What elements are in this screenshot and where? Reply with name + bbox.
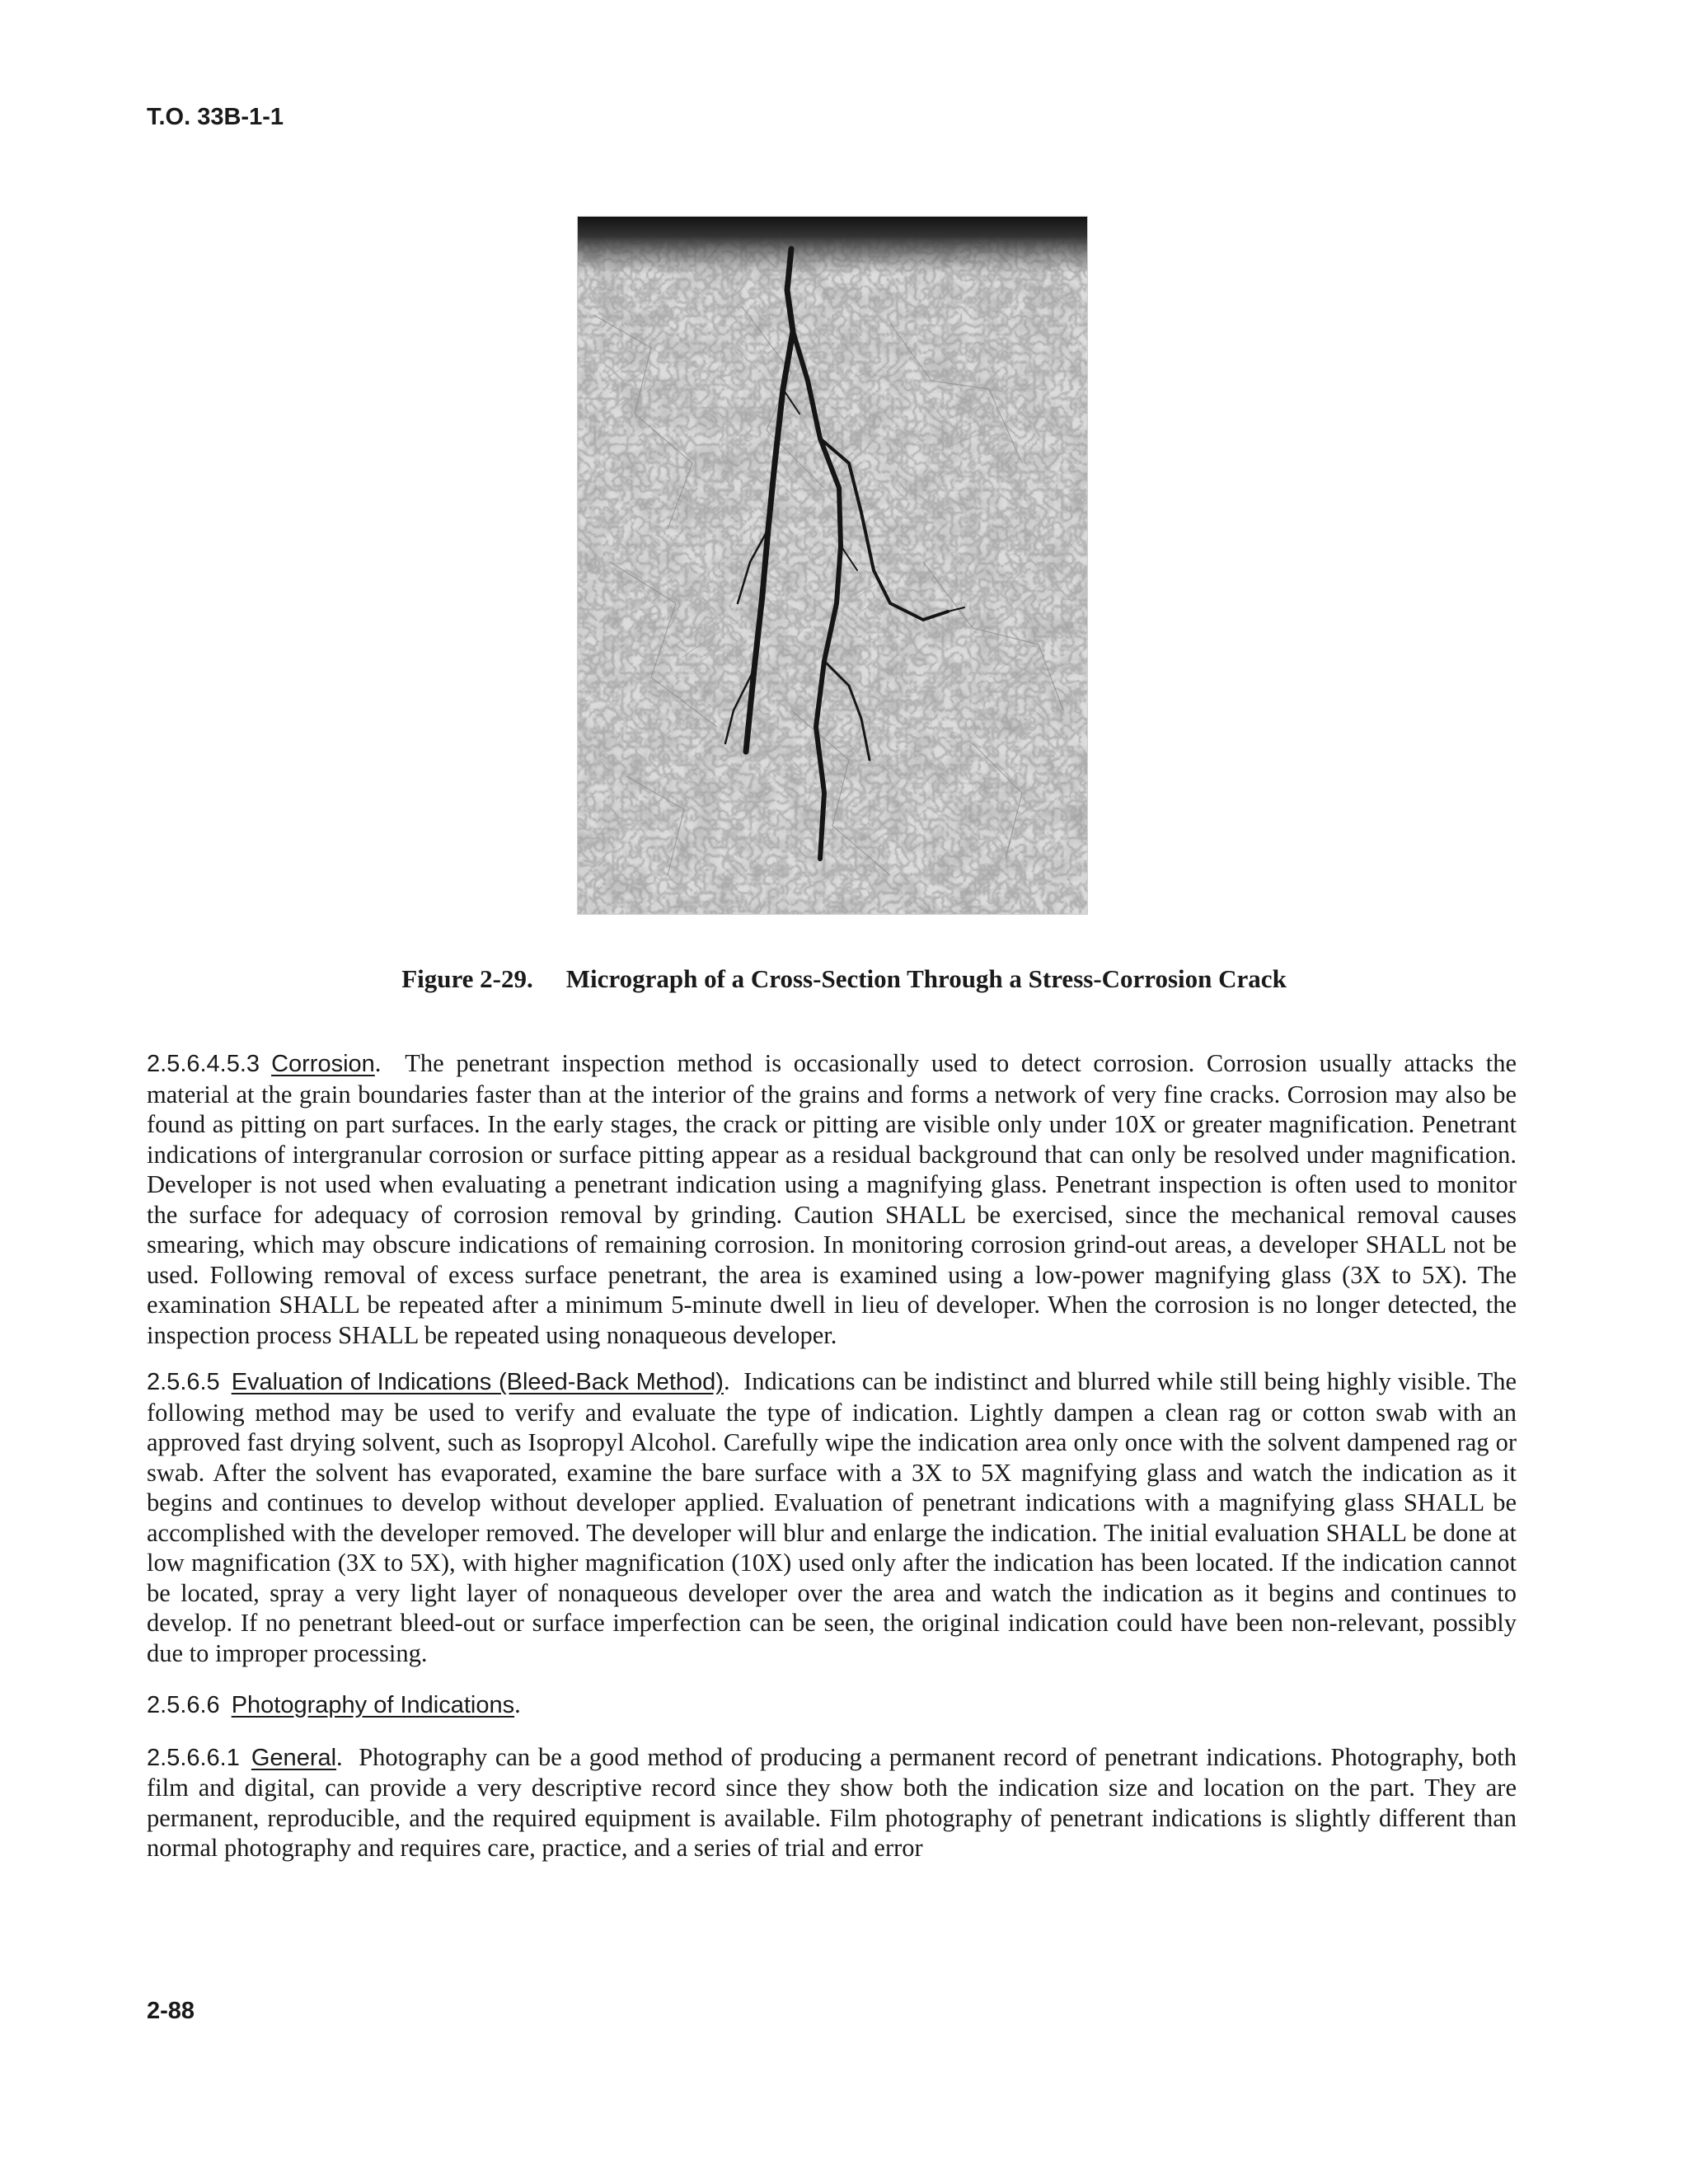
paragraph-title: Photography of Indications — [231, 1692, 515, 1718]
paragraph-number: 2.5.6.6 — [147, 1692, 220, 1718]
figure-number: Figure 2-29. — [401, 964, 533, 993]
page-number: 2-88 — [147, 1998, 195, 2024]
paragraph-general: 2.5.6.6.1 General. Photography can be a good method of producing a permanent record of penetrant indications. Photography, both film and digital, can provide a very descriptive record since they show both the indication size and location on the part. They are permanent, reproducible, and the required equipment is available. Film photography of penetrant indications is slightly different than normal photography and requires care, practice, and a series of trial and error — [147, 1742, 1517, 1862]
paragraph-number: 2.5.6.6.1 — [147, 1744, 240, 1771]
paragraph-text: Photography can be a good method of producing a permanent record of penetrant indications. Photography, both film and digital, can provide a very descriptive record since they show both the indication size and location on the part. They are permanent, reproducible, and the required equipment is available. Film photography of penetrant indications is slightly different than normal photography and requires care, practice, and a series of trial and error — [147, 1742, 1517, 1862]
paragraph-title: Evaluation of Indications (Bleed-Back Method) — [231, 1369, 724, 1395]
paragraph-number: 2.5.6.5 — [147, 1369, 220, 1395]
paragraph-text: The penetrant inspection method is occasionally used to detect corrosion. Corrosion usually attacks the material at the grain boundaries faster than at the interior of the grains and forms a network of very fine cracks. Corrosion may also be found as pitting on part surfaces. In the early stages, the crack or pitting are visible only under 10X or greater magnification. Penetrant indications of intergranular corrosion or surface pitting appear as a residual background that can only be resolved under magnification. Developer is not used when evaluating a penetrant indication using a magnifying glass. Penetrant inspection is often used to monitor the surface for adequacy of corrosion removal by grinding. Caution SHALL be exercised, since the mechanical removal causes smearing, which may obscure indications of remaining corrosion. In monitoring corrosion grind-out areas, a developer SHALL not be used. Following removal of excess surface penetrant, the area is examined using a low-power magnifying glass (3X to 5X). The examination SHALL be repeated after a minimum 5-minute dwell in lieu of developer. When the corrosion is no longer detected, the inspection process SHALL be repeated using nonaqueous developer. — [147, 1049, 1517, 1349]
micrograph-image — [577, 216, 1088, 915]
micrograph-figure — [577, 216, 1088, 915]
paragraph-photography-of-indications: 2.5.6.6 Photography of Indications. — [147, 1690, 521, 1718]
figure-caption — [0, 964, 1688, 994]
document-id: T.O. 33B-1-1 — [147, 104, 284, 130]
paragraph-evaluation-of-indications: 2.5.6.5 Evaluation of Indications (Bleed-Back Method). Indications can be indistinct and blurred while still being highly visible. The following method may be used to verify and evaluate the type of indication. Lightly dampen a clean rag or cotton swab with an approved fast drying solvent, such as Isopropyl Alcohol. Carefully wipe the indication area only once with the solvent dampened rag or swab. After the solvent has evaporated, examine the bare surface with a 3X to 5X magnifying glass and watch the indication as it begins and continues to develop without developer applied. Evaluation of penetrant indications with a magnifying glass SHALL be accomplished with the developer removed. The developer will blur and enlarge the indication. The initial evaluation SHALL be done at low magnification (3X to 5X), with higher magnification (10X) used only after the indication has been located. If the indication cannot be located, spray a very light layer of nonaqueous developer over the area and watch the indication as it begins and continues to develop. If no penetrant bleed-out or surface imperfection can be seen, the original indication could have been non-relevant, possibly due to improper processing. — [147, 1367, 1517, 1667]
body-text — [147, 1048, 1517, 1880]
paragraph-corrosion: 2.5.6.4.5.3 Corrosion. The penetrant inspection method is occasionally used to detect corrosion. Corrosion usually attacks the material at the grain boundaries faster than at the interior of the grains and forms a network of very fine cracks. Corrosion may also be found as pitting on part surfaces. In the early stages, the crack or pitting are visible only under 10X or greater magnification. Penetrant indications of intergranular corrosion or surface pitting appear as a residual background that can only be resolved under magnification. Developer is not used when evaluating a penetrant indication using a magnifying glass. Penetrant inspection is often used to monitor the surface for adequacy of corrosion removal by grinding. Caution SHALL be exercised, since the mechanical removal causes smearing, which may obscure indications of remaining corrosion. In monitoring corrosion grind-out areas, a developer SHALL not be used. Following removal of excess surface penetrant, the area is examined using a low-power magnifying glass (3X to 5X). The examination SHALL be repeated after a minimum 5-minute dwell in lieu of developer. When the corrosion is no longer detected, the inspection process SHALL be repeated using nonaqueous developer. — [147, 1049, 1517, 1349]
paragraph-number: 2.5.6.4.5.3 — [147, 1051, 260, 1077]
figure-title: Micrograph of a Cross-Section Through a Stress-Corrosion Crack — [565, 964, 1287, 993]
paragraph-title: Corrosion — [271, 1051, 375, 1077]
paragraph-title: General — [251, 1744, 337, 1771]
paragraph-text: Indications can be indistinct and blurred while still being highly visible. The following method may be used to verify and evaluate the type of indication. Lightly dampen a clean rag or cotton swab with an approved fast drying solvent, such as Isopropyl Alcohol. Carefully wipe the indication area only once with the solvent dampened rag or swab. After the solvent has evaporated, examine the bare surface with a 3X to 5X magnifying glass and watch the indication as it begins and continues to develop without developer applied. Evaluation of penetrant indications with a magnifying glass SHALL be accomplished with the developer removed. The developer will blur and enlarge the indication. The initial evaluation SHALL be done at low magnification (3X to 5X), with higher magnification (10X) used only after the indication has been located. If the indication cannot be located, spray a very light layer of nonaqueous developer over the area and watch the indication as it begins and continues to develop. If no penetrant bleed-out or surface imperfection can be seen, the original indication could have been non-relevant, possibly due to improper processing. — [147, 1367, 1517, 1667]
